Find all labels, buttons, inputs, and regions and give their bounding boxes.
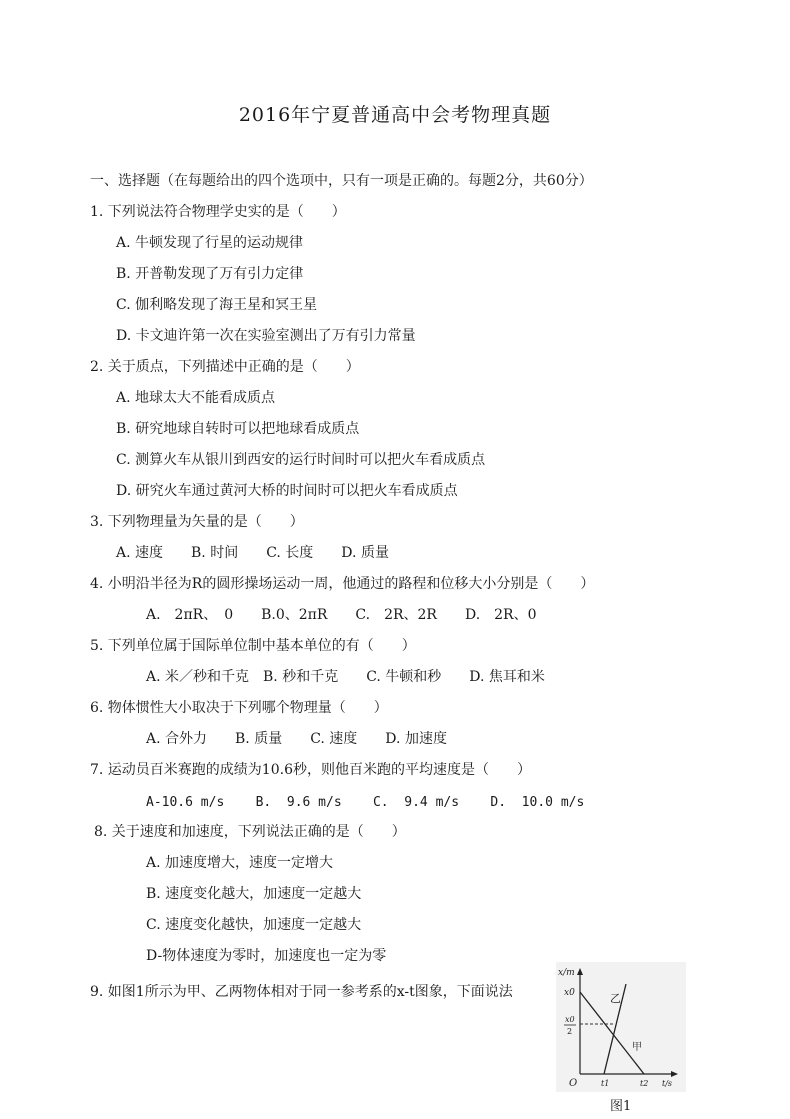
q8-option-a: A. 加速度增大，速度一定增大: [146, 855, 334, 871]
question-6: 6. 物体惯性大小取决于下列哪个物理量（ ）: [90, 700, 388, 716]
q8-option-c: C. 速度变化越快，加速度一定越大: [146, 917, 362, 933]
x0-half-numerator: x0: [565, 1015, 575, 1024]
q3-options: A. 速度 B. 时间 C. 长度 D. 质量: [116, 545, 389, 561]
x0-half-denominator: 2: [567, 1027, 573, 1036]
t2-label: t2: [640, 1079, 649, 1088]
q2-option-d: D. 研究火车通过黄河大桥的时间时可以把火车看成质点: [116, 483, 458, 499]
q1-option-c: C. 伽利略发现了海王星和冥王星: [116, 297, 318, 313]
q2-option-a: A. 地球太大不能看成质点: [116, 390, 276, 406]
q5-options: A. 米／秒和千克 B. 秒和千克 C. 牛顿和秒 D. 焦耳和米: [146, 669, 545, 685]
y-axis-label: x/m: [558, 968, 575, 978]
label-jia: 甲: [632, 1042, 642, 1053]
q8-option-d: D-物体速度为零时，加速度也一定为零: [146, 948, 387, 964]
figure-xt-graph: [556, 962, 686, 1092]
q1-option-b: B. 开普勒发现了万有引力定律: [116, 266, 304, 282]
x0-label: x0: [564, 988, 575, 998]
question-5: 5. 下列单位属于国际单位制中基本单位的有（ ）: [90, 638, 416, 654]
q4-options: A. 2πR、 0 B.0、2πR C. 2R、2R D. 2R、0: [146, 607, 537, 623]
t1-label: t1: [601, 1079, 610, 1088]
question-8: 8. 关于速度和加速度，下列说法正确的是（ ）: [94, 824, 406, 840]
section-heading: 一、选择题（在每题给出的四个选项中，只有一项是正确的。每题2分，共60分）: [90, 173, 593, 189]
question-2: 2. 关于质点，下列描述中正确的是（ ）: [90, 359, 360, 375]
q2-option-b: B. 研究地球自转时可以把地球看成质点: [116, 421, 360, 437]
q8-option-b: B. 速度变化越大，加速度一定越大: [146, 886, 362, 902]
q7-options: A-10.6 m/s B. 9.6 m/s C. 9.4 m/s D. 10.0 m/s: [146, 795, 585, 810]
label-yi: 乙: [610, 992, 621, 1005]
y-axis-arrow: [577, 968, 583, 975]
figure-caption: 图1: [610, 1099, 632, 1114]
page-title: 2016年宁夏普通高中会考物理真题: [238, 104, 552, 126]
q6-options: A. 合外力 B. 质量 C. 速度 D. 加速度: [146, 731, 447, 747]
x-axis-arrow: [671, 1071, 678, 1077]
question-3: 3. 下列物理量为矢量的是（ ）: [90, 514, 304, 530]
question-7: 7. 运动员百米赛跑的成绩为10.6秒，则他百米跑的平均速度是（ ）: [90, 762, 531, 778]
x-axis-label: t/s: [662, 1079, 673, 1088]
question-9: 9. 如图1所示为甲、乙两物体相对于同一参考系的x-t图象，下面说法: [90, 984, 513, 1000]
origin-label: O: [569, 1078, 578, 1089]
q1-option-a: A. 牛顿发现了行星的运动规律: [116, 235, 304, 251]
q2-option-c: C. 测算火车从银川到西安的运行时间时可以把火车看成质点: [116, 452, 486, 468]
question-1: 1. 下列说法符合物理学史实的是（ ）: [90, 204, 346, 220]
q1-option-d: D. 卡文迪许第一次在实验室测出了万有引力常量: [116, 328, 416, 344]
xt-graph-svg: [556, 962, 686, 1092]
question-4: 4. 小明沿半径为R的圆形操场运动一周，他通过的路程和位移大小分别是（ ）: [90, 576, 595, 592]
